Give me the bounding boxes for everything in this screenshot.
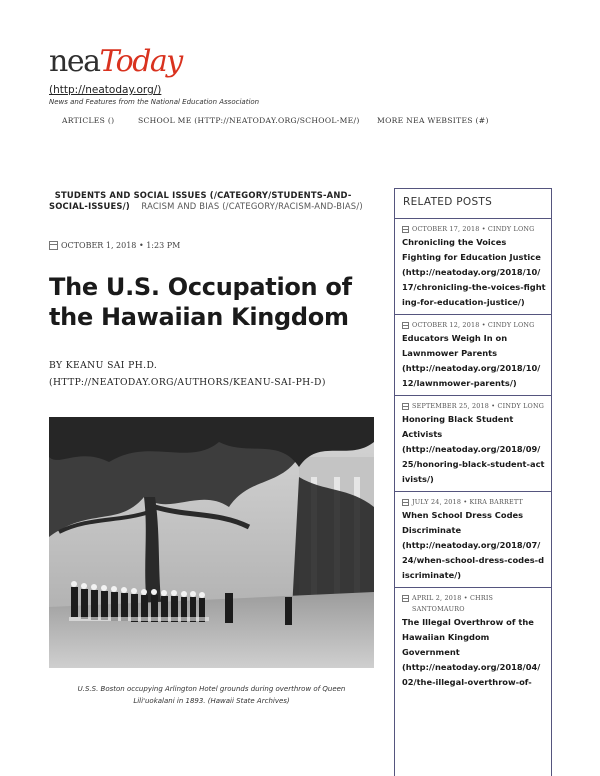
related-post[interactable]	[395, 396, 551, 492]
related-posts-sidebar	[394, 188, 552, 776]
post-url-link[interactable]: (http://neatoday.org/2018/10/12/lawnmower-parents/)	[402, 363, 541, 388]
post-title-link[interactable]: When School Dress Codes Discriminate	[402, 510, 524, 535]
related-post[interactable]	[395, 492, 551, 588]
neatoday-logo[interactable]	[49, 40, 182, 84]
post-title-link[interactable]: Honoring Black Student Activists	[402, 414, 514, 439]
site-tagline: News and Features from the National Education Association	[49, 98, 260, 106]
author-byline[interactable]: BY KEANU SAI PH.D. (HTTP://NEATODAY.ORG/AUTHORS/KEANU-SAI-PH-D)	[49, 360, 326, 388]
related-posts-list	[395, 219, 551, 694]
post-meta-text: SEPTEMBER 25, 2018 • CINDY LONG	[412, 402, 545, 410]
post-title-link[interactable]: Educators Weigh In on Lawnmower Parents	[402, 333, 508, 358]
post-url-link[interactable]: (http://neatoday.org/2018/04/02/the-illegal-overthrow-of-	[402, 662, 541, 687]
post-meta	[402, 224, 546, 235]
calendar-icon	[49, 241, 58, 250]
article-date	[49, 241, 180, 250]
post-url-link[interactable]: (http://neatoday.org/2018/07/24/when-school-dress-codes-discriminate/)	[402, 540, 545, 580]
post-title-link[interactable]: The Illegal Overthrow of the Hawaiian Kingdom Government	[402, 617, 534, 657]
category-link-racism-bias[interactable]: RACISM AND BIAS (/CATEGORY/RACISM-AND-BIAS/)	[141, 201, 363, 211]
post-url-link[interactable]: (http://neatoday.org/2018/09/25/honoring-black-student-activists/)	[402, 444, 545, 484]
site-home-link[interactable]: (http://neatoday.org/)	[49, 84, 162, 96]
article-title: The U.S. Occupation of the Hawaiian Kingdom	[49, 273, 352, 331]
post-meta	[402, 320, 546, 331]
related-posts-heading: RELATED POSTS	[403, 196, 493, 208]
post-meta	[402, 401, 546, 412]
calendar-icon	[402, 322, 409, 329]
calendar-icon	[402, 499, 409, 506]
post-title-link[interactable]: Chronicling the Voices Fighting for Education Justice	[402, 237, 541, 262]
category-link-students-social-issues[interactable]: STUDENTS AND SOCIAL ISSUES (/CATEGORY/STUDENTS-AND-SOCIAL-ISSUES/)	[49, 190, 352, 211]
post-meta	[402, 497, 546, 508]
caption-line-1: U.S.S. Boston occupying Arlington Hotel grounds during overthrow of Queen	[77, 685, 346, 693]
related-post[interactable]	[395, 315, 551, 396]
post-meta-text: OCTOBER 12, 2018 • CINDY LONG	[412, 321, 535, 329]
calendar-icon	[402, 595, 409, 602]
post-meta-text: JULY 24, 2018 • KIRA BARRETT	[412, 498, 523, 506]
post-meta-text: OCTOBER 17, 2018 • CINDY LONG	[412, 225, 535, 233]
logo-nea-text: nea	[49, 44, 100, 79]
photo-caption	[49, 683, 374, 707]
article-categories	[49, 190, 369, 212]
calendar-icon	[402, 226, 409, 233]
post-url-link[interactable]: (http://neatoday.org/2018/10/17/chronicling-the-voices-fighting-for-education-justice/)	[402, 267, 546, 307]
caption-line-2: Lili'uokalani in 1893. (Hawaii State Archives)	[133, 697, 290, 705]
article-photo	[49, 417, 374, 668]
nav-item-more-nea-websites[interactable]: MORE NEA WEBSITES (#)	[377, 116, 489, 125]
historic-photo-illustration	[49, 417, 374, 668]
logo-today-text: Today	[99, 44, 182, 79]
related-post[interactable]	[395, 219, 551, 315]
main-nav	[0, 116, 600, 128]
nav-item-articles[interactable]: ARTICLES ()	[62, 116, 115, 125]
article-date-text: OCTOBER 1, 2018 • 1:23 PM	[61, 241, 181, 250]
related-post[interactable]	[395, 588, 551, 694]
nav-item-school-me[interactable]: SCHOOL ME (HTTP://NEATODAY.ORG/SCHOOL-ME/)	[138, 116, 360, 125]
post-meta	[402, 593, 546, 615]
post-meta-text: APRIL 2, 2018 • CHRIS SANTOMAURO	[412, 594, 494, 613]
calendar-icon	[402, 403, 409, 410]
